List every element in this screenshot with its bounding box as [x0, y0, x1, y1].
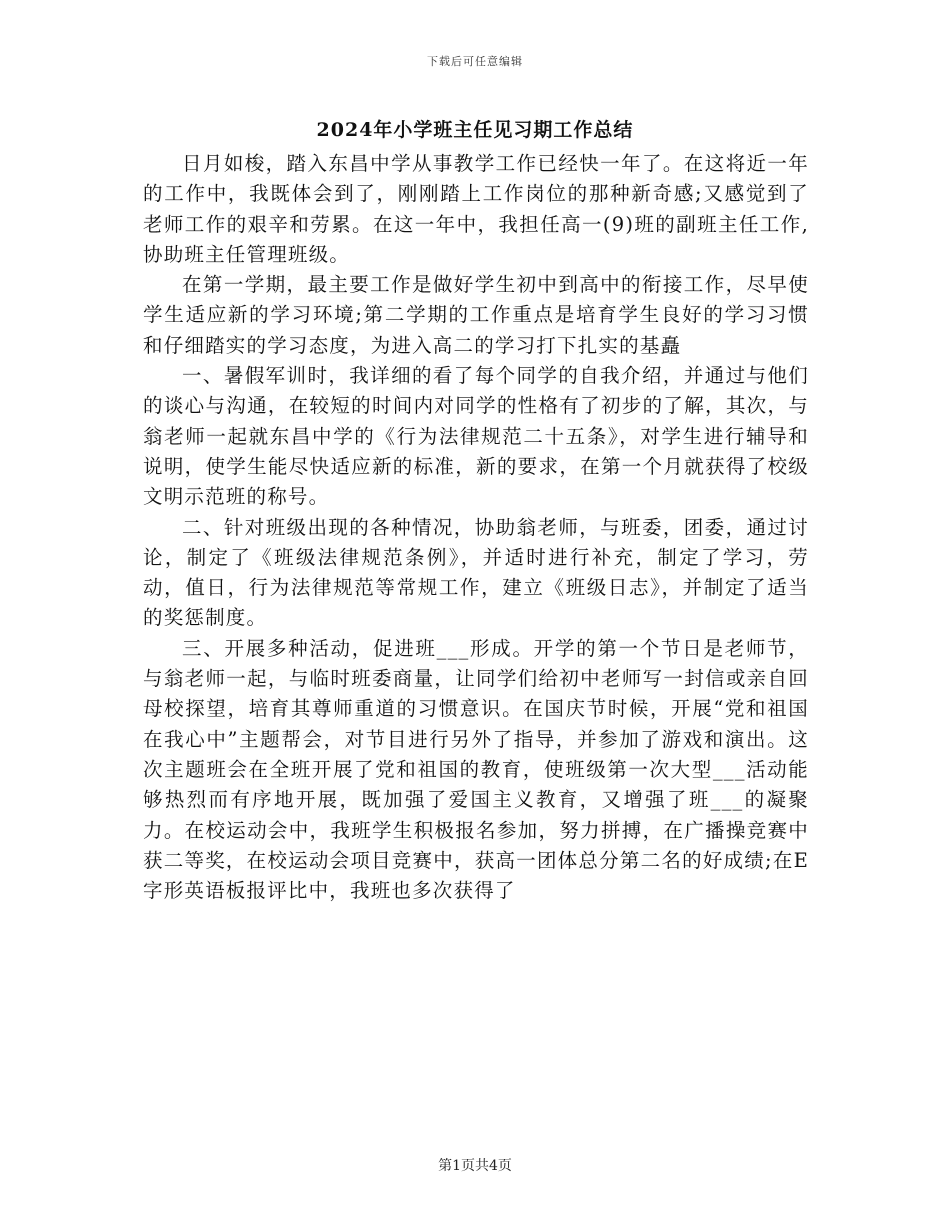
header-note: 下载后可任意编辑	[427, 55, 523, 68]
page-number: 第1页共4页	[438, 1158, 512, 1174]
document-body	[143, 149, 809, 906]
paragraph-section-one: 一、暑假军训时，我详细的看了每个同学的自我介绍，并通过与他们的谈心与沟通，在较短的时间内对同学的性格有了初步的了解，其次，与翁老师一起就东昌中学的《行为法律规范二十五条》，对学生进行辅导和说明，使学生能尽快适应新的标准，新的要求，在第一个月就获得了校级文明示范班的称号。	[143, 364, 809, 509]
paragraph-section-three: 三、开展多种活动，促进班___形成。开学的第一个节日是老师节，与翁老师一起，与临时班委商量，让同学们给初中老师写一封信或亲自回母校探望，培育其尊师重道的习惯意识。在国庆节时候，开展“党和祖国在我心中”主题帮会，对节目进行另外了指导，并参加了游戏和演出。这次主题班会在全班开展了党和祖国的教育，使班级第一次大型___活动能够热烈而有序地开展，既加强了爱国主义教育，又增强了班___的凝聚力。在校运动会中，我班学生积极报名参加，努力拼搏，在广播操竞赛中获二等奖，在校运动会项目竞赛中，获高一团体总分第二名的好成绩;在E字形英语板报评比中，我班也多次获得了	[143, 636, 809, 903]
paragraph-intro: 日月如梭，踏入东昌中学从事教学工作已经快一年了。在这将近一年的工作中，我既体会到了，刚刚踏上工作岗位的那种新奇感;又感觉到了老师工作的艰辛和劳累。在这一年中，我担任高一(9)班的副班主任工作,协助班主任管理班级。	[143, 152, 809, 266]
document-title: 2024年小学班主任见习期工作总结	[316, 119, 634, 141]
paragraph-semester-goals: 在第一学期，最主要工作是做好学生初中到高中的衔接工作，尽早使学生适应新的学习环境;第二学期的工作重点是培育学生良好的学习习惯和仔细踏实的学习态度，为进入高二的学习打下扎实的基矗	[143, 273, 809, 357]
paragraph-section-two: 二、针对班级出现的各种情况，协助翁老师，与班委，团委，通过讨论，制定了《班级法律规范条例》，并适时进行补充，制定了学习，劳动，值日，行为法律规范等常规工作，建立《班级日志》，并制定了适当的奖惩制度。	[143, 515, 809, 630]
